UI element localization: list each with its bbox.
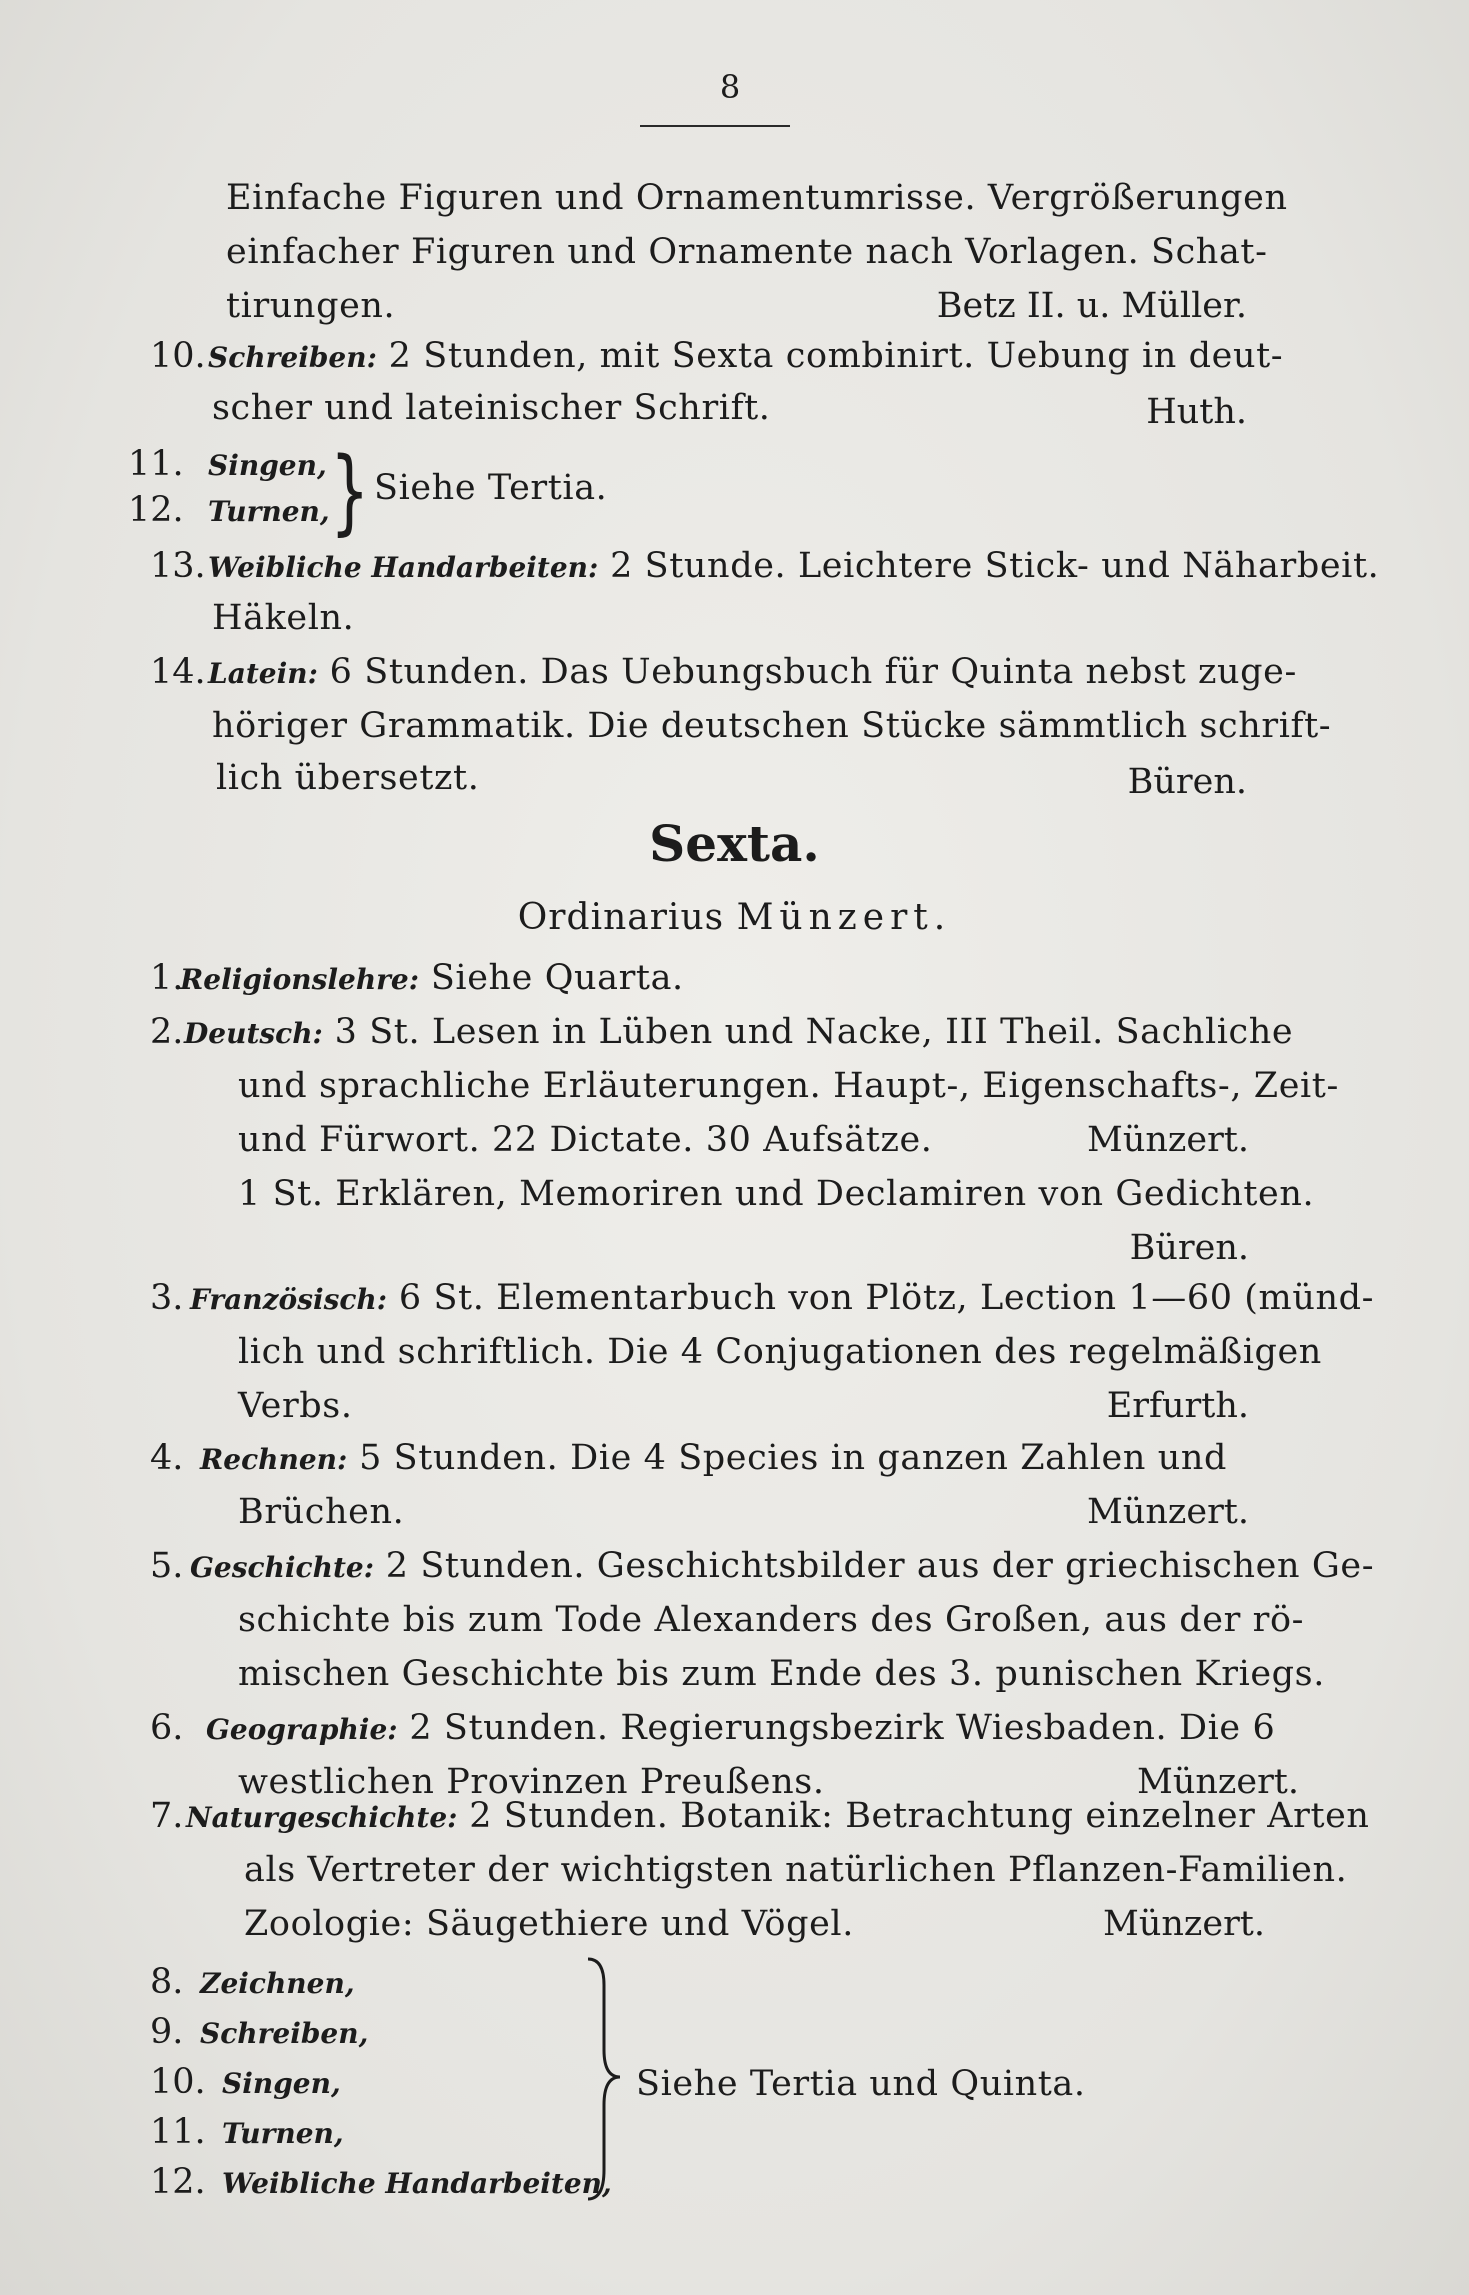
sexta-item-7-line-2: als Vertreter der wichtigsten natürlichen Pflanzen-Familien. xyxy=(244,1850,1348,1890)
item-13-line-1: 2 Stunde. Leichtere Stick- und Näharbeit. xyxy=(610,546,1380,586)
item-10-text xyxy=(208,334,1283,380)
quinta-line-1: Einfache Figuren und Ornamentumrisse. Vergrößerungen xyxy=(226,178,1288,218)
sexta-item-5-line-3: mischen Geschichte bis zum Ende des 3. punischen Kriegs. xyxy=(238,1654,1325,1694)
sexta-item-7-text xyxy=(186,1794,1370,1840)
brace-icon: } xyxy=(330,436,370,546)
item-10-line-1: 2 Stunden, mit Sexta combinirt. Uebung in deut- xyxy=(388,336,1284,376)
sexta-item-3-subject: Französisch: xyxy=(190,1283,388,1316)
sexta-item-1-number: 1. xyxy=(150,958,184,998)
sexta-item-8-number: 8. xyxy=(150,1962,184,2002)
sexta-item-3-line-3: Verbs. xyxy=(238,1386,353,1426)
item-14-teacher: Büren. xyxy=(1127,762,1247,802)
sexta-item-4-text xyxy=(200,1436,1227,1482)
sexta-item-4-line-1: 5 Stunden. Die 4 Species in ganzen Zahlen und xyxy=(359,1438,1227,1478)
sexta-item-4-number: 4. xyxy=(150,1438,184,1478)
sexta-item-3-text xyxy=(190,1276,1374,1322)
item-12-subject: Turnen, xyxy=(208,495,330,528)
item-12-number: 12. xyxy=(128,490,184,530)
item-14-line-3: lich übersetzt. xyxy=(216,758,480,798)
sexta-item-1-line-1: Siehe Quarta. xyxy=(430,958,684,998)
sexta-item-6-text xyxy=(206,1706,1275,1752)
page-number: 8 xyxy=(719,68,741,106)
sexta-item-6-line-2: westlichen Provinzen Preußens. xyxy=(238,1762,825,1802)
sexta-item-5-subject: Geschichte: xyxy=(190,1551,375,1584)
sexta-item-11-subject: Turnen, xyxy=(222,2117,344,2150)
sexta-item-5-line-1: 2 Stunden. Geschichtsbilder aus der griechischen Ge- xyxy=(385,1546,1375,1586)
quinta-teacher: Betz II. u. Müller. xyxy=(936,286,1247,326)
sexta-item-3-line-2: lich und schriftlich. Die 4 Conjugationen des regelmäßigen xyxy=(238,1332,1322,1372)
sexta-item-10-number: 10. xyxy=(150,2062,206,2102)
item-13-text xyxy=(208,544,1379,590)
item-11-subject: Singen, xyxy=(208,449,327,482)
sexta-item-12-subject: Weibliche Handarbeiten, xyxy=(222,2167,612,2200)
sexta-item-6-teacher: Münzert. xyxy=(1137,1762,1299,1802)
section-heading-sexta: Sexta. xyxy=(649,814,820,873)
sexta-item-7-line-1: 2 Stunden. Botanik: Betrachtung einzelner Arten xyxy=(469,1796,1370,1836)
item-13-subject: Weibliche Handarbeiten: xyxy=(208,551,599,584)
sexta-item-6-number: 6. xyxy=(150,1708,184,1748)
sexta-item-5-text xyxy=(190,1544,1374,1590)
sexta-item-2-subject: Deutsch: xyxy=(184,1017,323,1050)
sexta-item-8-subject: Zeichnen, xyxy=(200,1967,355,2000)
sexta-item-3-teacher: Erfurth. xyxy=(1106,1386,1249,1426)
sexta-item-3-line-1: 6 St. Elementarbuch von Plötz, Lection 1—60 (münd- xyxy=(398,1278,1375,1318)
item-14-text xyxy=(208,650,1297,696)
sexta-item-2-line-3: und Fürwort. 22 Dictate. 30 Aufsätze. xyxy=(238,1120,933,1160)
item-14-line-1: 6 Stunden. Das Uebungsbuch für Quinta nebst zuge- xyxy=(329,652,1297,692)
item-14-number: 14. xyxy=(150,652,206,692)
sexta-item-4-subject: Rechnen: xyxy=(200,1443,348,1476)
sexta-item-6-subject: Geographie: xyxy=(206,1713,398,1746)
sexta-item-12-number: 12. xyxy=(150,2162,206,2202)
sexta-item-2-line-1: 3 St. Lesen in Lüben und Nacke, III Theil. Sachliche xyxy=(334,1012,1294,1052)
sexta-item-7-number-text: 7. xyxy=(150,1796,184,1836)
sexta-item-7-subject: Naturgeschichte: xyxy=(186,1801,458,1834)
large-brace-icon xyxy=(580,1955,630,2205)
item-14-subject: Latein: xyxy=(208,657,318,690)
quinta-line-2: einfacher Figuren und Ornamente nach Vorlagen. Schat- xyxy=(226,232,1268,272)
item-13-number: 13. xyxy=(150,546,206,586)
sexta-item-2-text xyxy=(184,1010,1293,1056)
item-13-line-2: Häkeln. xyxy=(212,598,355,638)
sexta-item-9-subject: Schreiben, xyxy=(200,2017,369,2050)
item-10-number: 10. xyxy=(150,336,206,376)
page-number-rule xyxy=(640,125,790,127)
ordinarius-name: Münzert. xyxy=(736,897,952,938)
sexta-item-5-line-2: schichte bis zum Tode Alexanders des Großen, aus der rö- xyxy=(238,1600,1305,1640)
sexta-item-3-number: 3. xyxy=(150,1278,184,1318)
sexta-item-6-line-1: 2 Stunden. Regierungsbezirk Wiesbaden. Die 6 xyxy=(409,1708,1276,1748)
sexta-item-7-line-3: Zoologie: Säugethiere und Vögel. xyxy=(244,1904,854,1944)
sexta-items-8-12-reference: Siehe Tertia und Quinta. xyxy=(636,2064,1086,2104)
ordinarius-label: Ordinarius xyxy=(517,897,725,938)
sexta-item-2-teacher-2: Büren. xyxy=(1129,1228,1249,1268)
sexta-item-10-subject: Singen, xyxy=(222,2067,341,2100)
ordinarius-line xyxy=(0,896,1469,940)
item-10-subject: Schreiben: xyxy=(208,341,377,374)
sexta-item-5-number: 5. xyxy=(150,1546,184,1586)
sexta-item-1-subject: Religionslehre: xyxy=(180,963,420,996)
item-10-line-2: scher und lateinischer Schrift. xyxy=(212,388,771,428)
sexta-item-2-line-2: und sprachliche Erläuterungen. Haupt-, Eigenschafts-, Zeit- xyxy=(238,1066,1339,1106)
sexta-item-2-number: 2. xyxy=(150,1012,184,1052)
item-14-line-2: höriger Grammatik. Die deutschen Stücke sämmtlich schrift- xyxy=(212,706,1332,746)
item-11-number: 11. xyxy=(128,444,184,484)
sexta-item-11-number: 11. xyxy=(150,2112,206,2152)
sexta-item-9-number: 9. xyxy=(150,2012,184,2052)
quinta-line-3: tirungen. xyxy=(226,286,396,326)
sexta-item-1-text xyxy=(180,956,684,1002)
item-11-12-reference: Siehe Tertia. xyxy=(374,468,608,508)
sexta-item-4-teacher: Münzert. xyxy=(1087,1492,1249,1532)
sexta-item-7-teacher: Münzert. xyxy=(1103,1904,1265,1944)
sexta-item-2-teacher-1: Münzert. xyxy=(1087,1120,1249,1160)
item-10-teacher: Huth. xyxy=(1146,392,1247,432)
sexta-item-2-line-4: 1 St. Erklären, Memoriren und Declamiren von Gedichten. xyxy=(238,1174,1315,1214)
sexta-item-4-line-2: Brüchen. xyxy=(238,1492,405,1532)
